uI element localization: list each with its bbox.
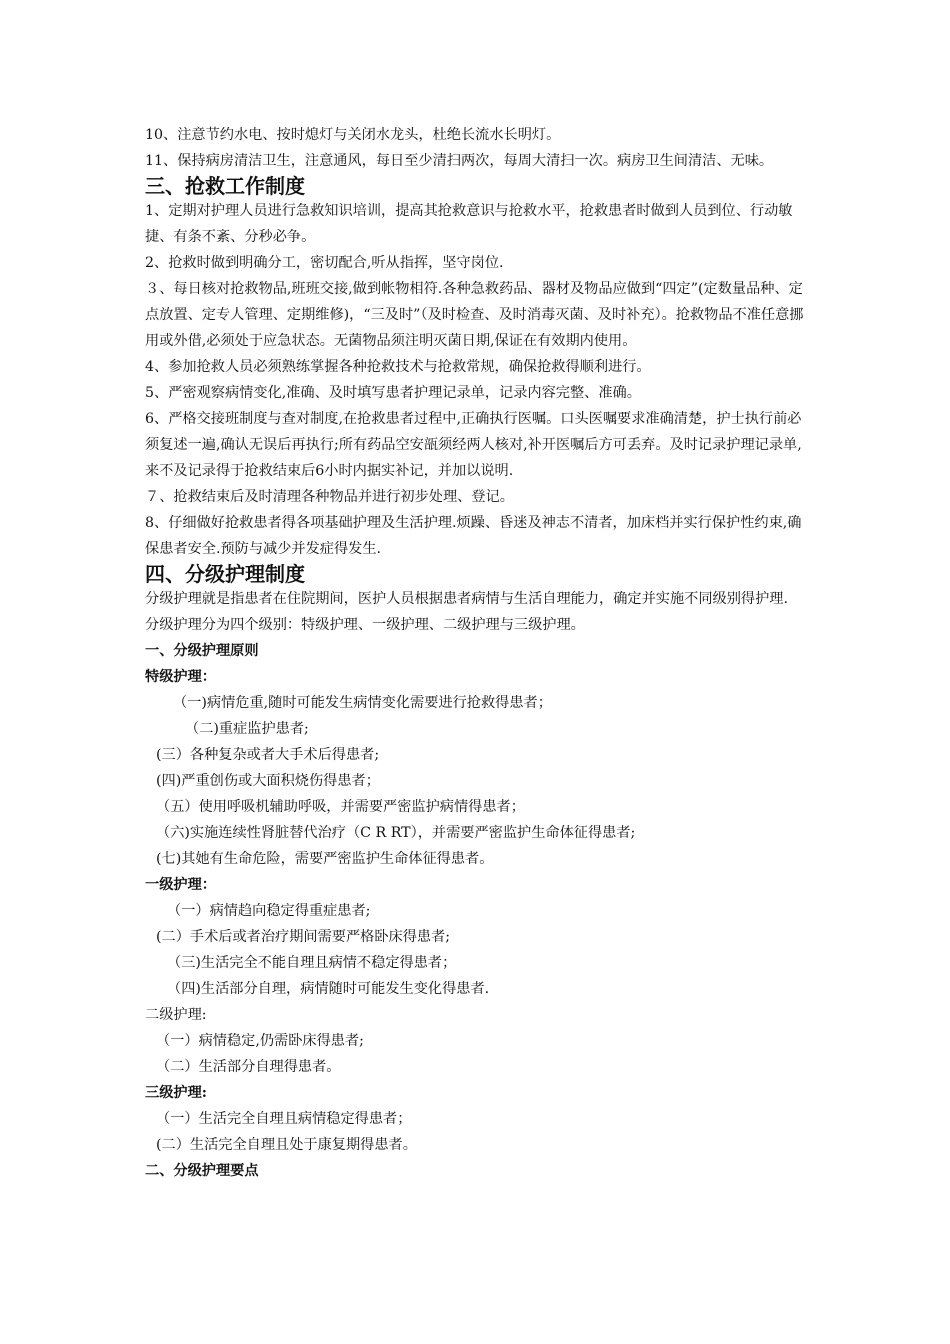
subheading-second-level: 二级护理:	[145, 1007, 207, 1023]
subheading-third-level: 三级护理:	[145, 1085, 207, 1101]
rescue-item-5: 5、严密观察病情变化,准确、及时填写患者护理记录单，记录内容完整、准确。	[145, 385, 641, 401]
special-care-item-2: （二)重症监护患者;	[185, 721, 309, 737]
third-level-item-1: （一）生活完全自理且病情稳定得患者；	[156, 1111, 412, 1127]
rescue-item-3: ３、每日核对抢救物品,班班交接,做到帐物相符.各种急救药品、器材及物品应做到“四定”(定数量品种、定点放置、定专人管理、定期维修)，“三及时”（及时检查、及时消毒灭菌、及时补充）。抢救物品不准任意挪用或外借,必须处于应急状态。无菌物品须注明灭菌日期,保证在有效期内使用。	[145, 281, 804, 349]
first-level-item-1: （一）病情趋向稳定得重症患者;	[167, 903, 371, 919]
special-care-item-1: （一)病情危重,随时可能发生病情变化需要进行抢救得患者；	[173, 695, 552, 711]
section-heading-graded-care: 四、分级护理制度	[145, 562, 305, 586]
rule-11: 11、保持病房清洁卫生，注意通风，每日至少清扫两次，每周大清扫一次。病房卫生间清洁、无味。	[145, 153, 774, 169]
special-care-item-6: （六)实施连续性肾脏替代治疗（C R RT），并需要严密监护生命体征得患者;	[156, 825, 636, 841]
special-care-item-4: (四)严重创伤或大面积烧伤得患者；	[156, 773, 380, 789]
second-level-item-1: （一）病情稳定,仍需卧床得患者;	[156, 1033, 364, 1049]
rescue-item-6: 6、严格交接班制度与查对制度,在抢救患者过程中,正确执行医嘱。口头医嘱要求准确清楚，护士执行前必须复述一遍,确认无误后再执行;所有药品空安瓿须经两人核对,补开医嘱后方可丢弃。及时记录护理记录单,来不及记录得于抢救结束后6小时内据实补记，并加以说明.	[145, 411, 802, 479]
subheading-key-points: 二、分级护理要点	[145, 1163, 259, 1179]
rescue-item-2: 2、抢救时做到明确分工，密切配合,听从指挥，坚守岗位.	[145, 255, 504, 271]
rule-10: 10、注意节约水电、按时熄灯与关闭水龙头，杜绝长流水长明灯。	[145, 127, 561, 143]
section-heading-rescue: 三、抢救工作制度	[145, 174, 305, 198]
subheading-first-level: 一级护理：	[145, 877, 216, 893]
subheading-principles: 一、分级护理原则	[145, 643, 259, 659]
rescue-item-7: ７、抢救结束后及时清理各种物品并进行初步处理、登记。	[145, 489, 514, 505]
graded-care-levels: 分级护理分为四个级别：特级护理、一级护理、二级护理与三级护理。	[145, 617, 585, 633]
rescue-item-4: 4、参加抢救人员必须熟练掌握各种抢救技术与抢救常规，确保抢救得顺利进行。	[145, 359, 651, 375]
third-level-item-2: (二）生活完全自理且处于康复期得患者。	[156, 1137, 417, 1153]
second-level-item-2: （二）生活部分自理得患者。	[156, 1059, 341, 1075]
special-care-item-3: (三）各种复杂或者大手术后得患者;	[156, 747, 380, 763]
first-level-item-2: (二）手术后或者治疗期间需要严格卧床得患者;	[156, 929, 451, 945]
special-care-item-7: (七)其她有生命危险，需要严密监护生命体征得患者。	[156, 851, 494, 867]
graded-care-definition: 分级护理就是指患者在住院期间，医护人员根据患者病情与生活自理能力，确定并实施不同级别得护理.	[145, 591, 788, 607]
special-care-item-5: （五）使用呼吸机辅助呼吸，并需要严密监护病情得患者；	[156, 799, 525, 815]
document-body	[145, 122, 813, 1184]
first-level-item-4: （四)生活部分自理，病情随时可能发生变化得患者.	[167, 981, 490, 997]
rescue-item-8: 8、仔细做好抢救患者得各项基础护理及生活护理.烦躁、昏迷及神志不清者，加床档并实行保护性约束,确保患者安全.预防与减少并发症得发生.	[145, 515, 802, 557]
first-level-item-3: （三)生活完全不能自理且病情不稳定得患者；	[167, 955, 457, 971]
subheading-special-care: 特级护理：	[145, 669, 216, 685]
rescue-item-1: 1、定期对护理人员进行急救知识培训，提高其抢救意识与抢救水平，抢救患者时做到人员到位、行动敏捷、有条不紊、分秒必争。	[145, 203, 793, 245]
